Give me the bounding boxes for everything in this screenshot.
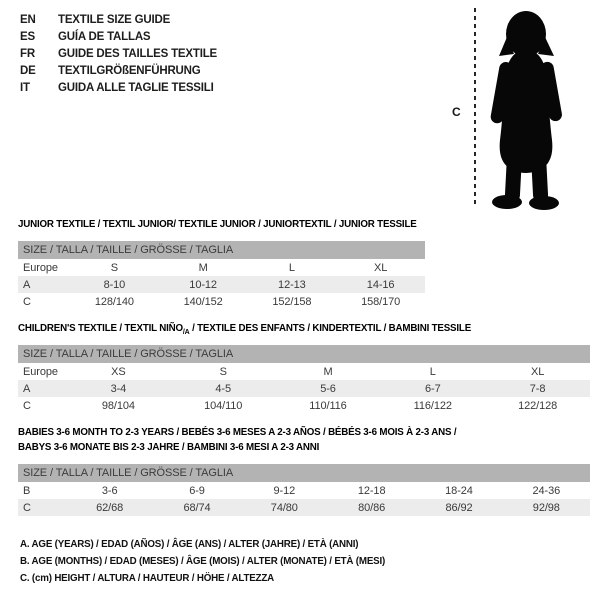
size-cell: XL bbox=[530, 365, 545, 378]
table-row bbox=[18, 363, 590, 380]
table-row bbox=[18, 482, 590, 499]
footnote-height: C. (cm) HEIGHT / ALTURA / HAUTEUR / HÖHE / ALTEZZA bbox=[20, 572, 274, 584]
language-code: EN bbox=[20, 13, 36, 26]
table-row bbox=[18, 259, 425, 276]
footnote-age-years: A. AGE (YEARS) / EDAD (AÑOS) / ÂGE (ANS) / ALTER (JAHRE) / ETÀ (ANNI) bbox=[20, 538, 359, 550]
size-cell: 14-16 bbox=[336, 276, 425, 293]
size-cell: 140/152 bbox=[183, 295, 223, 308]
size-cell: 5-6 bbox=[276, 380, 381, 397]
size-cell: 128/140 bbox=[94, 295, 134, 308]
row-label-cell: Europe bbox=[23, 365, 58, 378]
language-code: ES bbox=[20, 30, 35, 43]
language-row bbox=[20, 45, 217, 62]
table-row bbox=[18, 380, 590, 397]
junior-section-title: JUNIOR TEXTILE / TEXTIL JUNIOR/ TEXTILE JUNIOR / JUNIORTEXTIL / JUNIOR TESSILE bbox=[18, 218, 417, 230]
table-row bbox=[18, 276, 425, 293]
size-cell: 4-5 bbox=[171, 380, 276, 397]
size-cell: 92/98 bbox=[503, 499, 590, 516]
language-label: GUÍA DE TALLAS bbox=[58, 30, 151, 43]
size-cell: S bbox=[110, 261, 118, 274]
size-cell: 86/92 bbox=[415, 499, 502, 516]
footnote-age-months: B. AGE (MONTHS) / EDAD (MESES) / ÂGE (MOIS) / ALTER (MONATE) / ETÀ (MESI) bbox=[20, 555, 386, 567]
size-cell: 110/116 bbox=[309, 399, 347, 412]
junior-size-table bbox=[18, 241, 425, 310]
size-cell: 104/110 bbox=[204, 399, 243, 412]
row-label-cell: A bbox=[18, 276, 70, 293]
table-header-row bbox=[18, 464, 590, 482]
language-label: GUIDE DES TAILLES TEXTILE bbox=[58, 47, 217, 60]
size-cell: XS bbox=[111, 365, 126, 378]
table-row bbox=[18, 293, 425, 310]
size-cell: L bbox=[288, 261, 295, 274]
language-code: IT bbox=[20, 81, 30, 94]
size-cell: L bbox=[429, 365, 436, 378]
size-cell: 158/170 bbox=[361, 295, 401, 308]
table-header-band: SIZE / TALLA / TAILLE / GRÖSSE / TAGLIA bbox=[18, 345, 590, 363]
size-cell: 6-7 bbox=[380, 380, 485, 397]
language-row bbox=[20, 62, 217, 79]
size-cell: 68/74 bbox=[153, 499, 240, 516]
size-cell: 116/122 bbox=[413, 399, 452, 412]
size-cell: 18-24 bbox=[445, 484, 473, 497]
children-title-suffix: / TEXTILE DES ENFANTS / KINDERTEXTIL / BAMBINI TESSILE bbox=[189, 322, 472, 334]
language-label: TEXTILE SIZE GUIDE bbox=[58, 13, 171, 26]
children-size-table bbox=[18, 345, 590, 414]
language-label: TEXTILGRÖßENFÜHRUNG bbox=[58, 64, 201, 77]
babies-title-line2: BABYS 3-6 MONATE BIS 2-3 JAHRE / BAMBINI 3-6 MESI A 2-3 ANNI bbox=[18, 441, 320, 453]
language-code: FR bbox=[20, 47, 35, 60]
size-cell: 9-12 bbox=[273, 484, 296, 497]
size-cell: 62/68 bbox=[66, 499, 153, 516]
row-label-cell: A bbox=[18, 380, 66, 397]
size-cell: M bbox=[323, 365, 333, 378]
babies-section-title bbox=[18, 425, 456, 455]
language-code: DE bbox=[20, 64, 36, 77]
language-label: GUIDA ALLE TAGLIE TESSILI bbox=[58, 81, 214, 94]
size-cell: 3-4 bbox=[66, 380, 171, 397]
language-row bbox=[20, 79, 217, 96]
table-header-row bbox=[18, 241, 425, 259]
size-cell: 24-36 bbox=[532, 484, 561, 497]
row-label-cell: C bbox=[23, 295, 31, 308]
table-header-band: SIZE / TALLA / TAILLE / GRÖSSE / TAGLIA bbox=[18, 464, 590, 482]
language-row bbox=[20, 11, 217, 28]
children-title-prefix: CHILDREN'S TEXTILE / TEXTIL NIÑO bbox=[18, 322, 183, 334]
size-cell: 12-18 bbox=[357, 484, 386, 497]
size-cell: 8-10 bbox=[70, 276, 159, 293]
footnotes bbox=[20, 536, 413, 587]
babies-title-line1: BABIES 3-6 MONTH TO 2-3 YEARS / BEBÉS 3-6 MESES A 2-3 AÑOS / BÉBÉS 3-6 MOIS À 2-3 ANS / bbox=[18, 426, 457, 438]
babies-size-table bbox=[18, 464, 590, 516]
row-label-cell: C bbox=[18, 499, 66, 516]
row-label-cell: C bbox=[23, 399, 31, 412]
children-section-title bbox=[18, 321, 471, 339]
size-cell: S bbox=[219, 365, 227, 378]
size-cell: M bbox=[198, 261, 208, 274]
size-cell: 3-6 bbox=[101, 484, 118, 497]
table-row bbox=[18, 499, 590, 516]
size-cell: 80/86 bbox=[328, 499, 415, 516]
language-row bbox=[20, 28, 217, 45]
height-dashed-line bbox=[474, 8, 476, 206]
language-list bbox=[20, 11, 217, 96]
table-header-band: SIZE / TALLA / TAILLE / GRÖSSE / TAGLIA bbox=[18, 241, 425, 259]
children-title-subscript: /A bbox=[182, 327, 190, 337]
size-cell: 12-13 bbox=[248, 276, 337, 293]
size-cell: 152/158 bbox=[272, 295, 312, 308]
size-cell: 10-12 bbox=[159, 276, 248, 293]
row-label-cell: Europe bbox=[23, 261, 58, 274]
size-cell: 98/104 bbox=[101, 399, 135, 412]
size-cell: XL bbox=[373, 261, 388, 274]
table-row bbox=[18, 397, 590, 414]
row-label-cell: B bbox=[23, 484, 31, 497]
size-cell: 74/80 bbox=[241, 499, 328, 516]
height-label: C bbox=[452, 105, 461, 119]
size-cell: 7-8 bbox=[485, 380, 590, 397]
size-cell: 6-9 bbox=[189, 484, 205, 497]
table-header-row bbox=[18, 345, 590, 363]
baby-silhouette-icon bbox=[480, 6, 575, 211]
size-cell: 122/128 bbox=[518, 399, 558, 412]
